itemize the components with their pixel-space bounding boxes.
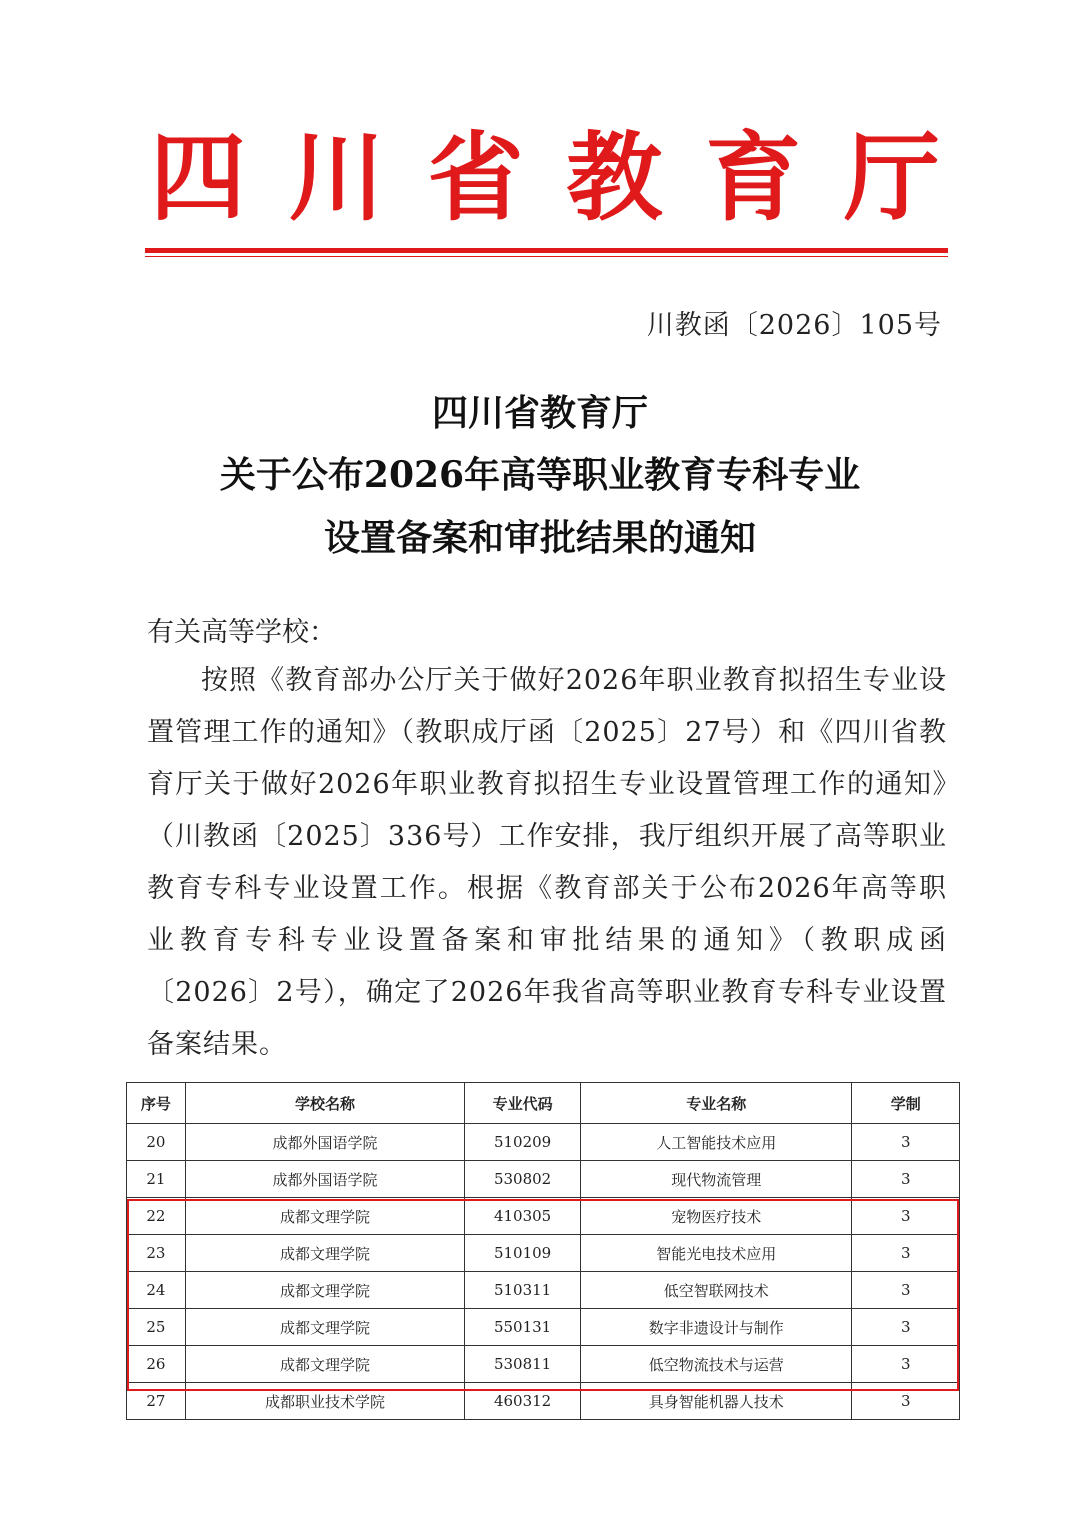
cell-major: 智能光电技术应用	[580, 1235, 852, 1272]
cell-duration: 3	[852, 1272, 960, 1309]
cell-index: 23	[127, 1235, 186, 1272]
cell-code: 510109	[465, 1235, 581, 1272]
cell-index: 27	[127, 1383, 186, 1420]
table-row	[127, 1235, 960, 1272]
cell-major: 具身智能机器人技术	[580, 1383, 852, 1420]
issuer-masthead	[150, 118, 940, 238]
cell-code: 510311	[465, 1272, 581, 1309]
cell-code: 530811	[465, 1346, 581, 1383]
cell-school: 成都职业技术学院	[185, 1383, 465, 1420]
title-line-3: 设置备案和审批结果的通知	[323, 517, 756, 559]
header-code: 专业代码	[465, 1083, 581, 1124]
table-row	[127, 1124, 960, 1161]
cell-major: 低空物流技术与运营	[580, 1346, 852, 1383]
cell-major: 现代物流管理	[580, 1161, 852, 1198]
cell-school: 成都文理学院	[185, 1309, 465, 1346]
cell-duration: 3	[852, 1124, 960, 1161]
masthead-char: 育	[705, 122, 802, 234]
cell-school: 成都文理学院	[185, 1272, 465, 1309]
red-divider-thin	[145, 256, 948, 257]
cell-duration: 3	[852, 1309, 960, 1346]
table-row	[127, 1309, 960, 1346]
cell-duration: 3	[852, 1346, 960, 1383]
masthead-char: 教	[566, 122, 663, 234]
table-row	[127, 1346, 960, 1383]
masthead-char: 四	[150, 122, 246, 234]
cell-index: 22	[127, 1198, 186, 1235]
masthead-char: 厅	[843, 122, 940, 234]
table-row	[127, 1383, 960, 1420]
cell-index: 20	[127, 1124, 186, 1161]
cell-code: 550131	[465, 1309, 581, 1346]
cell-duration: 3	[852, 1235, 960, 1272]
cell-index: 25	[127, 1309, 186, 1346]
cell-major: 低空智联网技术	[580, 1272, 852, 1309]
red-divider-thick	[145, 248, 948, 253]
title-line-1: 四川省教育厅	[431, 392, 648, 434]
body-paragraph: 按照《教育部办公厅关于做好2026年职业教育拟招生专业设置管理工作的通知》（教职成厅函〔2025〕27号）和《四川省教育厅关于做好2026年职业教育拟招生专业设置管理工作的通知》（川教函〔2025〕336号）工作安排，我厅组织开展了高等职业教育专科专业设置工作。根据《教育部关于公布2026年高等职业教育专科专业设置备案和审批结果的通知》（教职成函〔2026〕2号），确定了2026年我省高等职业教育专科专业设置备案结果。	[147, 665, 947, 1060]
cell-major: 宠物医疗技术	[580, 1198, 852, 1235]
cell-school: 成都文理学院	[185, 1235, 465, 1272]
salutation: 有关高等学校：	[147, 617, 336, 648]
title-line-2: 关于公布2026年高等职业教育专科专业	[219, 454, 861, 496]
cell-code: 410305	[465, 1198, 581, 1235]
table-header-row	[127, 1083, 960, 1124]
cell-code: 530802	[465, 1161, 581, 1198]
cell-major: 数字非遗设计与制作	[580, 1309, 852, 1346]
table-row	[127, 1198, 960, 1235]
cell-major: 人工智能技术应用	[580, 1124, 852, 1161]
header-major: 专业名称	[580, 1083, 852, 1124]
cell-code: 460312	[465, 1383, 581, 1420]
cell-duration: 3	[852, 1383, 960, 1420]
cell-school: 成都外国语学院	[185, 1161, 465, 1198]
cell-duration: 3	[852, 1198, 960, 1235]
table-row	[127, 1272, 960, 1309]
masthead-char: 川	[288, 122, 385, 234]
table-row	[127, 1161, 960, 1198]
cell-school: 成都文理学院	[185, 1346, 465, 1383]
cell-index: 24	[127, 1272, 186, 1309]
header-school: 学校名称	[185, 1083, 465, 1124]
cell-school: 成都外国语学院	[185, 1124, 465, 1161]
cell-code: 510209	[465, 1124, 581, 1161]
header-index: 序号	[127, 1083, 186, 1124]
masthead-char: 省	[427, 122, 524, 234]
document-number: 川教函〔2026〕105号	[646, 310, 942, 341]
cell-school: 成都文理学院	[185, 1198, 465, 1235]
cell-index: 21	[127, 1161, 186, 1198]
results-table	[126, 1082, 960, 1420]
header-duration: 学制	[852, 1083, 960, 1124]
cell-duration: 3	[852, 1161, 960, 1198]
cell-index: 26	[127, 1346, 186, 1383]
